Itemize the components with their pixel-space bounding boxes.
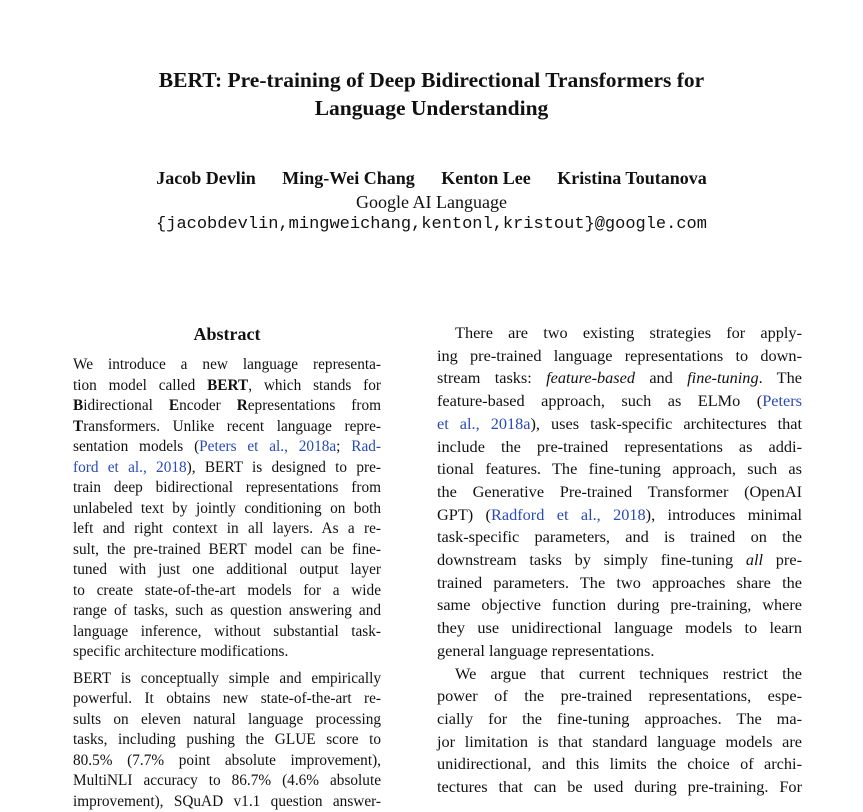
author-name: Ming-Wei Chang: [282, 166, 415, 190]
text-line: unlabeled text by jointly conditioning on both: [73, 499, 381, 520]
text-line: ford et al., 2018), BERT is designed to pre-: [73, 458, 381, 479]
text-line: et al., 2018a), uses task-specific architectures that: [437, 413, 802, 436]
text-line: include the pre-trained representations as addi-: [437, 436, 802, 459]
text-line: 80.5% (7.7% point absolute improvement),: [73, 751, 381, 772]
text-line: to create state-of-the-art models for a wide: [73, 581, 381, 602]
text-line: There are two existing strategies for apply-: [437, 322, 802, 345]
author-list: [0, 166, 863, 190]
text-line: general language representations.: [437, 640, 802, 663]
text-line: BERT is conceptually simple and empirically: [73, 669, 381, 690]
text-line: tional features. The fine-tuning approach, such as: [437, 458, 802, 481]
author-name: Jacob Devlin: [156, 166, 256, 190]
text-line: downstream tasks by simply fine-tuning all pre-: [437, 549, 802, 572]
abstract-body: [73, 355, 381, 812]
text-line: MultiNLI accuracy to 86.7% (4.6% absolute: [73, 771, 381, 792]
citation-link[interactable]: ford et al., 2018: [73, 459, 187, 476]
text-line: tion model called BERT, which stands for: [73, 376, 381, 397]
text-line: We argue that current techniques restrict the: [437, 663, 802, 686]
text-line: same objective function during pre-training, where: [437, 594, 802, 617]
text-line: task-specific parameters, and is trained on the: [437, 526, 802, 549]
author-affiliation: Google AI Language: [0, 190, 863, 214]
citation-link[interactable]: Peters et al., 2018a: [199, 438, 336, 455]
text-line: ing pre-trained language representations to down-: [437, 345, 802, 368]
text-line: jor limitation is that standard language models are: [437, 731, 802, 754]
text-line: Transformers. Unlike recent language repre-: [73, 417, 381, 438]
text-line: sults on eleven natural language processing: [73, 710, 381, 731]
text-line: cially for the fine-tuning approaches. The ma-: [437, 708, 802, 731]
text-line: specific architecture modifications.: [73, 642, 381, 663]
text-line: range of tasks, such as question answering and: [73, 601, 381, 622]
text-line: GPT) (Radford et al., 2018), introduces minimal: [437, 504, 802, 527]
intro-paragraph-1: [437, 322, 802, 663]
text-line: tasks, including pushing the GLUE score to: [73, 730, 381, 751]
text-line: Bidirectional Encoder Representations from: [73, 396, 381, 417]
text-line: left and right context in all layers. As a re-: [73, 519, 381, 540]
text-line: unidirectional, and this limits the choice of archi-: [437, 753, 802, 776]
abstract-paragraph-1: [73, 355, 381, 663]
text-line: tuned with just one additional output layer: [73, 560, 381, 581]
text-line: improvement), SQuAD v1.1 question answer-: [73, 792, 381, 812]
paper-title: [0, 66, 863, 122]
abstract-heading: Abstract: [73, 322, 381, 346]
introduction-body: [437, 322, 802, 799]
citation-link[interactable]: et al., 2018a: [437, 414, 531, 433]
citation-link[interactable]: Radford et al., 2018: [491, 505, 646, 524]
abstract-paragraph-2: [73, 669, 381, 812]
author-name: Kristina Toutanova: [557, 166, 707, 190]
citation-link[interactable]: Peters: [762, 391, 802, 410]
text-line: powerful. It obtains new state-of-the-art re-: [73, 689, 381, 710]
intro-paragraph-2: [437, 663, 802, 799]
text-line: sult, the pre-trained BERT model can be fine-: [73, 540, 381, 561]
text-line: tectures that can be used during pre-training. For: [437, 776, 802, 799]
text-line: feature-based approach, such as ELMo (Peters: [437, 390, 802, 413]
text-line: they use unidirectional language models to learn: [437, 617, 802, 640]
text-line: sentation models (Peters et al., 2018a; Rad-: [73, 437, 381, 458]
text-line: train deep bidirectional representations from: [73, 478, 381, 499]
text-line: We introduce a new language representa-: [73, 355, 381, 376]
text-line: the Generative Pre-trained Transformer (OpenAI: [437, 481, 802, 504]
text-line: language inference, without substantial task-: [73, 622, 381, 643]
text-line: stream tasks: feature-based and fine-tuning. The: [437, 367, 802, 390]
author-name: Kenton Lee: [441, 166, 531, 190]
text-line: trained parameters. The two approaches share the: [437, 572, 802, 595]
paper-title-line-2: Language Understanding: [0, 94, 863, 122]
citation-link[interactable]: Rad-: [351, 438, 381, 455]
author-emails: {jacobdevlin,mingweichang,kentonl,kristout}@google.com: [0, 213, 863, 237]
text-line: power of the pre-trained representations, espe-: [437, 685, 802, 708]
paper-title-line-1: BERT: Pre-training of Deep Bidirectional Transformers for: [0, 66, 863, 94]
